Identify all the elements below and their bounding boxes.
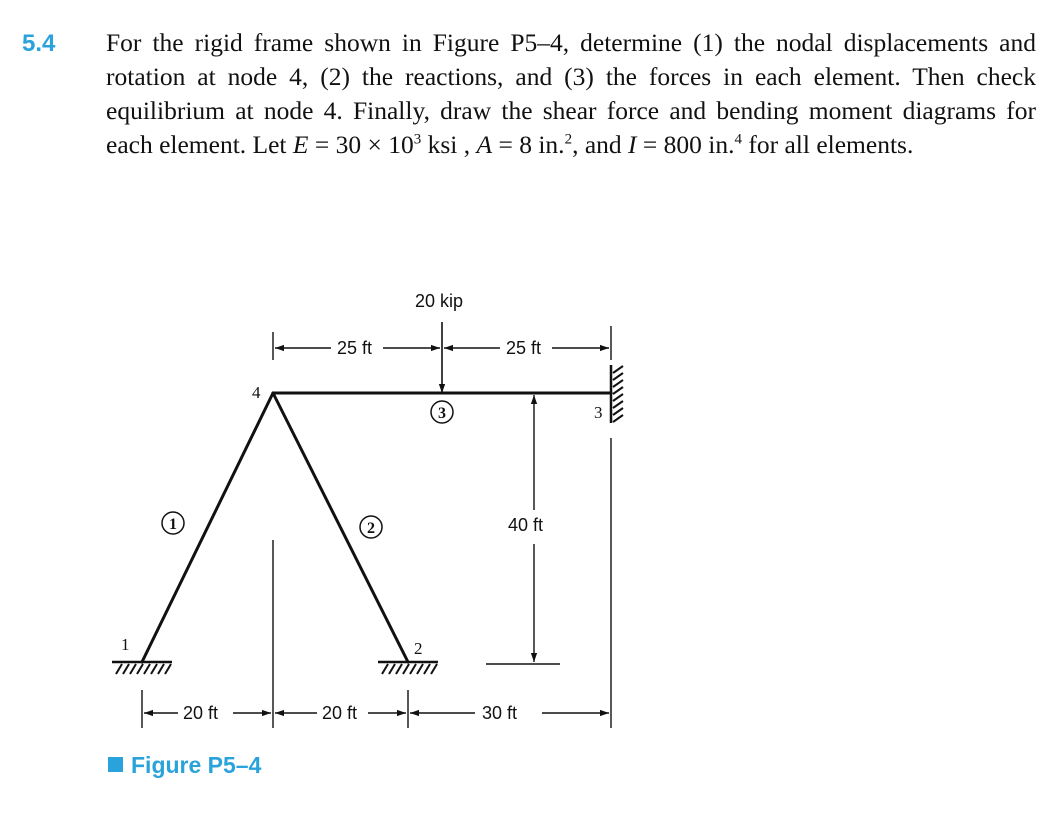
element-1-member — [142, 393, 273, 662]
statement-text: For the rigid frame shown in Figure P5–4, determine (1) the nodal displacements and rotation at node 4, (2) the reactions, and (3) the forces in each element. Then check equilibrium at node 4. Finally, draw the shear force and bending moment diagrams for each element. Let — [106, 28, 1036, 159]
element-2-member — [273, 393, 408, 662]
modulus-exponent: 3 — [413, 131, 422, 148]
caption-square-icon — [108, 757, 123, 772]
modulus-unit: ksi , — [421, 130, 477, 159]
inertia-exponent: 4 — [734, 131, 742, 148]
area-value: = 8 in. — [492, 130, 565, 159]
dimension-bottom-1: 20 ft — [183, 703, 219, 723]
dimension-bottom-2: 20 ft — [322, 703, 358, 723]
element-3-marker — [431, 401, 453, 423]
symbol-I: I — [628, 130, 637, 159]
problem-number: 5.4 — [22, 30, 56, 57]
dimension-top-left: 25 ft — [337, 338, 373, 358]
area-exponent: 2 — [564, 131, 573, 148]
load-label: 20 kip — [415, 291, 464, 311]
bottom-dimension-lines — [142, 438, 611, 728]
fixed-support-node-2 — [378, 662, 438, 674]
element-2-marker — [360, 516, 382, 538]
fixed-support-node-1 — [112, 662, 172, 674]
symbol-A: A — [476, 130, 493, 159]
element-1-marker — [162, 512, 184, 534]
element-2-label: 2 — [367, 520, 375, 537]
element-3-label: 3 — [438, 405, 446, 422]
figure-caption — [108, 752, 261, 779]
inertia-value: = 800 in. — [636, 130, 735, 159]
fixed-support-node-3 — [611, 365, 623, 423]
statement-connector: , and — [572, 130, 629, 159]
dimension-height: 40 ft — [508, 515, 544, 535]
node-2-label: 2 — [414, 639, 423, 658]
statement-end: for all elements. — [741, 130, 914, 159]
caption-text: Figure P5–4 — [131, 752, 262, 778]
node-1-label: 1 — [121, 635, 130, 654]
dimension-top-right: 25 ft — [506, 338, 542, 358]
node-3-label: 3 — [594, 403, 603, 422]
modulus-value: = 30 × 10 — [308, 130, 414, 159]
element-1-label: 1 — [169, 516, 177, 533]
dimension-bottom-3: 30 ft — [482, 703, 518, 723]
symbol-E: E — [292, 130, 309, 159]
node-4-label: 4 — [252, 383, 261, 402]
